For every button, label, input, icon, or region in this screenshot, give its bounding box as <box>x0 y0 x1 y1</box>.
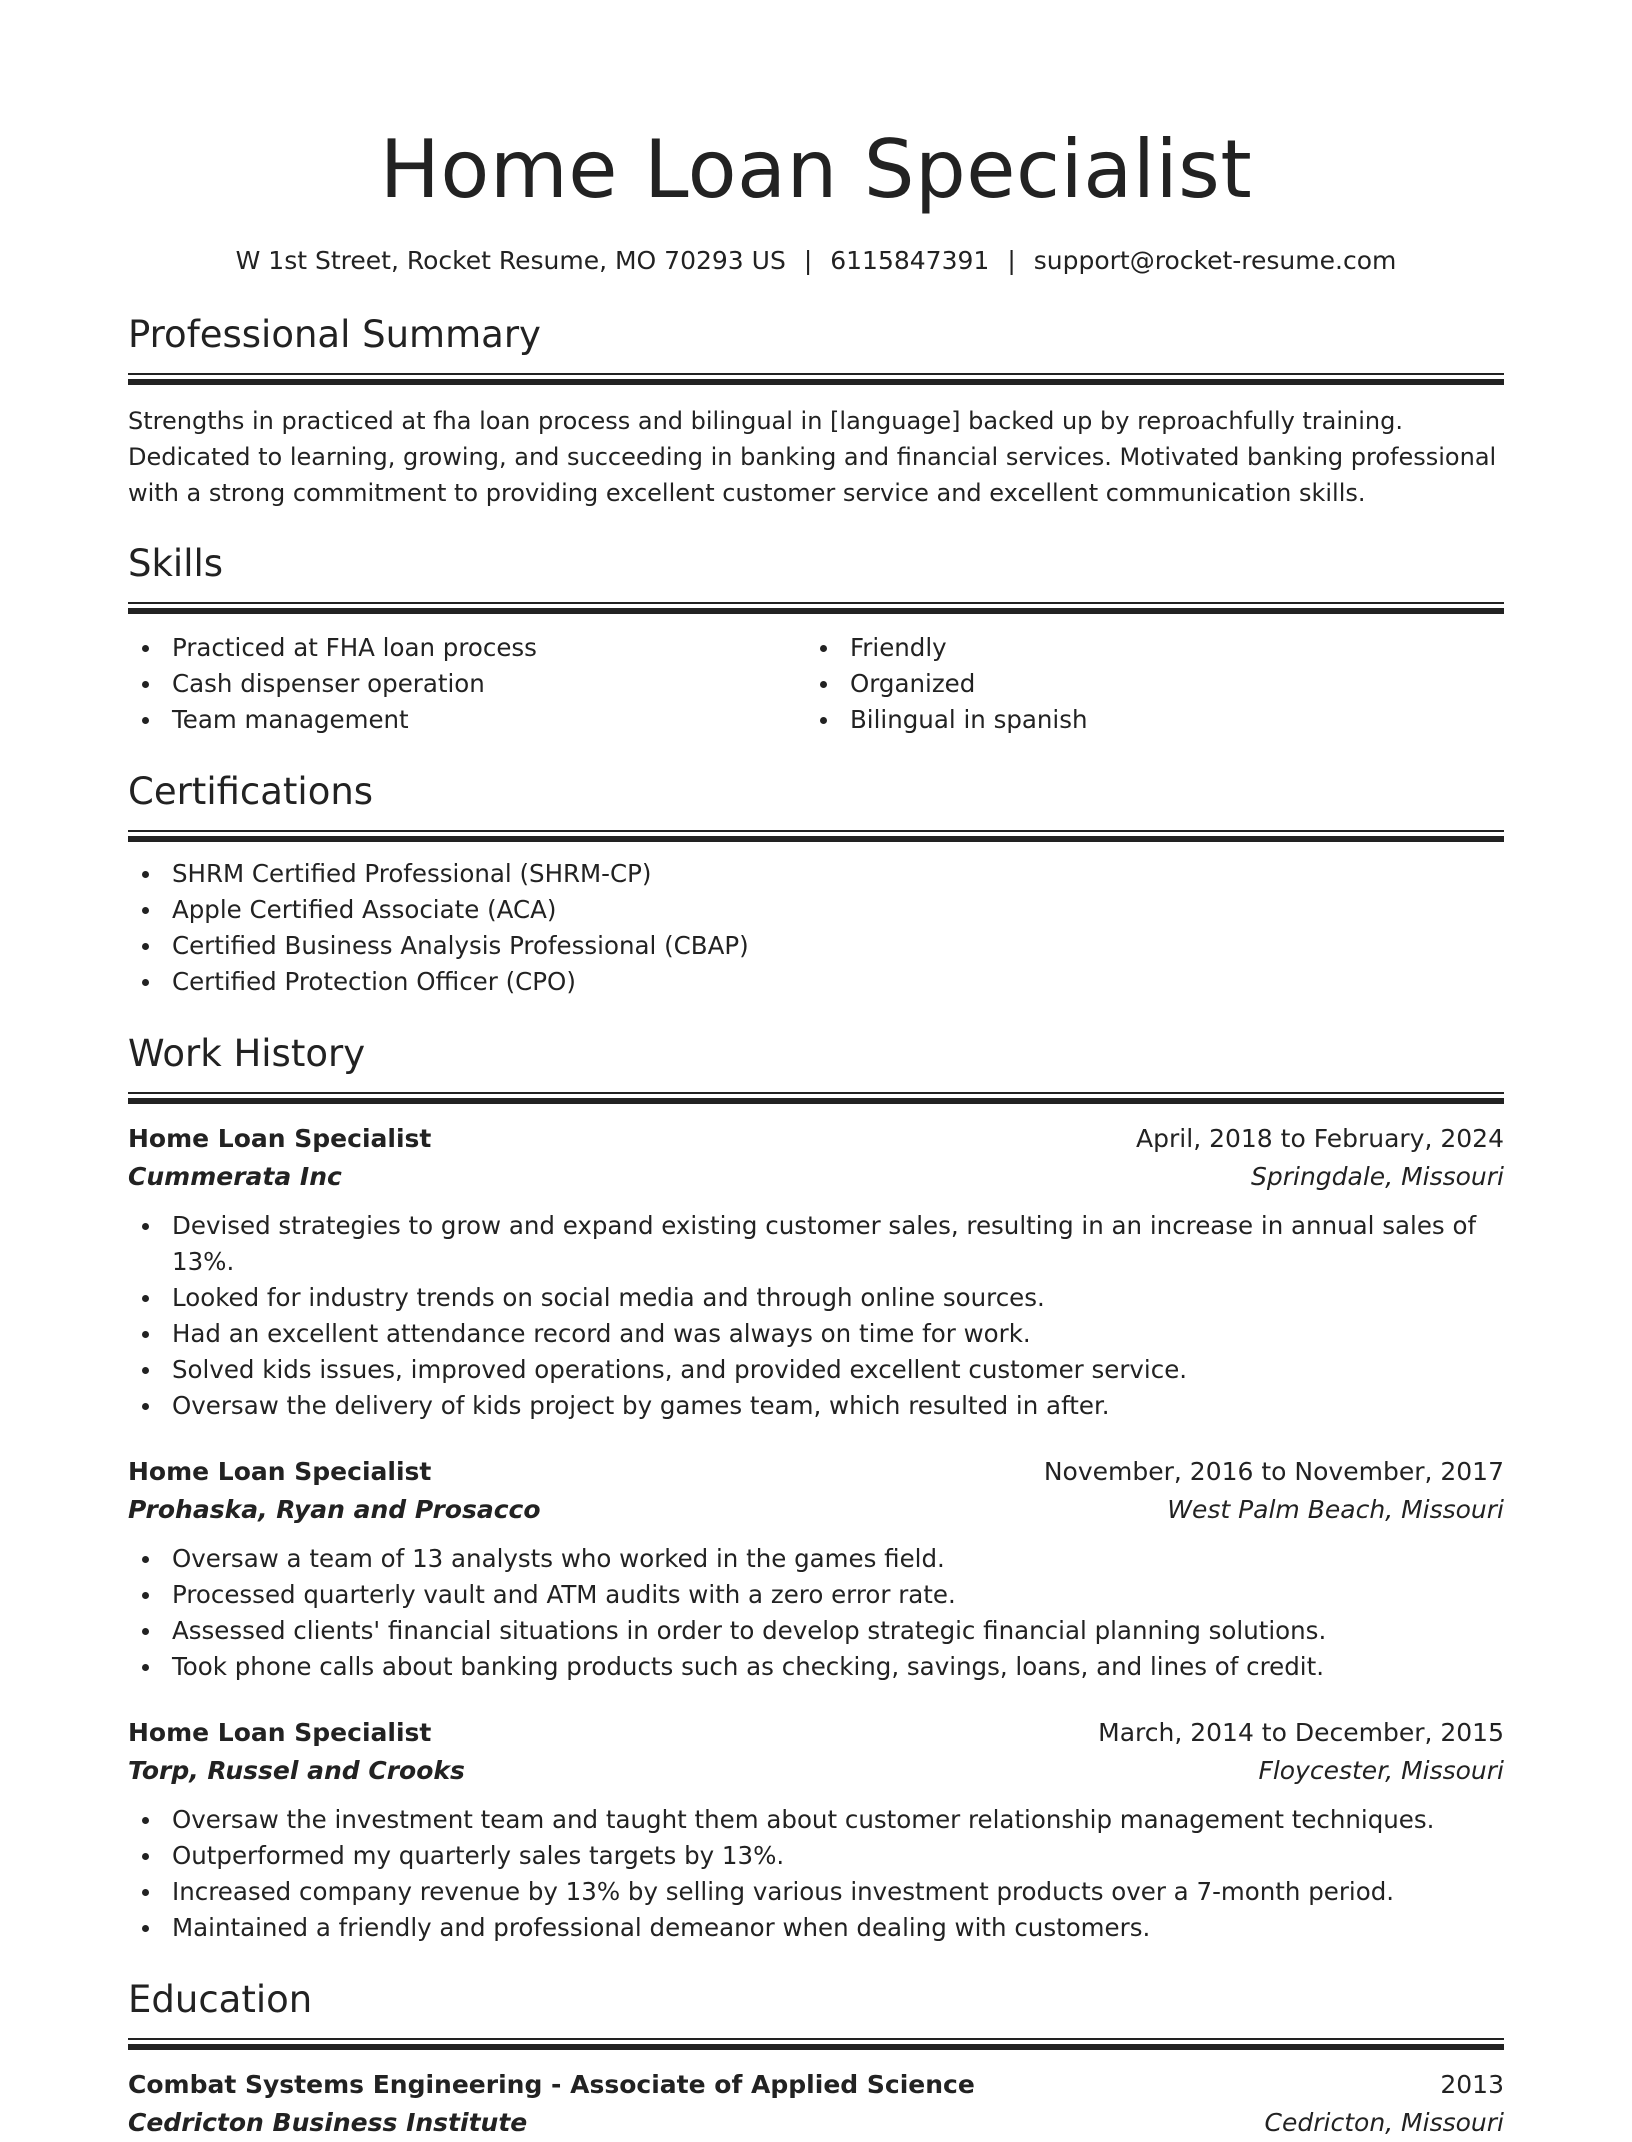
section-divider <box>128 830 1504 842</box>
job-bullet: Oversaw the delivery of kids project by games team, which resulted in after. <box>128 1388 1504 1424</box>
job-dates: April, 2018 to February, 2024 <box>1136 1124 1504 1153</box>
job-company: Cummerata Inc <box>128 1162 342 1191</box>
job-subheader <box>128 1158 1504 1196</box>
job-location: Springdale, Missouri <box>1250 1162 1504 1191</box>
job-entry <box>128 1453 1504 1685</box>
job-bullets <box>128 1208 1504 1424</box>
job-bullet: Looked for industry trends on social media and through online sources. <box>128 1280 1504 1316</box>
skills-grid <box>128 630 1504 738</box>
job-header <box>128 1714 1504 1752</box>
section-divider <box>128 1092 1504 1104</box>
job-title: Home Loan Specialist <box>128 1718 432 1747</box>
education-heading: Education <box>128 1978 313 2021</box>
job-header <box>128 1120 1504 1158</box>
skill-item: Friendly <box>806 630 1484 666</box>
section-divider <box>128 2038 1504 2050</box>
contact-phone: 6115847391 <box>830 246 990 275</box>
education-location: Cedricton, Missouri <box>1264 2108 1504 2137</box>
job-location: West Palm Beach, Missouri <box>1167 1495 1504 1524</box>
job-bullet: Oversaw a team of 13 analysts who worked in the games field. <box>128 1541 1504 1577</box>
job-header <box>128 1453 1504 1491</box>
resume-page <box>128 0 1504 2142</box>
contact-separator: | <box>803 246 813 275</box>
skills-list-right <box>806 630 1484 738</box>
certifications-heading: Certifications <box>128 770 374 813</box>
job-title: Home Loan Specialist <box>128 1124 432 1153</box>
job-company: Torp, Russel and Crooks <box>128 1756 465 1785</box>
summary-heading: Professional Summary <box>128 313 541 356</box>
job-bullets <box>128 1802 1504 1946</box>
summary-section <box>128 311 1504 511</box>
certification-item: Apple Certified Associate (ACA) <box>128 892 1504 928</box>
resume-name: Home Loan Specialist <box>379 123 1253 216</box>
job-bullet: Solved kids issues, improved operations, and provided excellent customer service. <box>128 1352 1504 1388</box>
job-title: Home Loan Specialist <box>128 1457 432 1486</box>
job-bullet: Processed quarterly vault and ATM audits with a zero error rate. <box>128 1577 1504 1613</box>
contact-email: support@rocket-resume.com <box>1033 246 1397 275</box>
job-dates: March, 2014 to December, 2015 <box>1098 1718 1504 1747</box>
work-section <box>128 1030 1504 1946</box>
education-subheader <box>128 2104 1504 2142</box>
contact-separator: | <box>1007 246 1016 275</box>
job-company: Prohaska, Ryan and Prosacco <box>128 1495 541 1524</box>
education-entry <box>128 2066 1504 2142</box>
certifications-list <box>128 856 1504 1000</box>
job-location: Floycester, Missouri <box>1258 1756 1504 1785</box>
education-degree: Combat Systems Engineering - Associate of Applied Science <box>128 2070 975 2099</box>
job-subheader <box>128 1752 1504 1790</box>
skill-item: Bilingual in spanish <box>806 702 1484 738</box>
work-heading: Work History <box>128 1032 366 1075</box>
job-bullet: Devised strategies to grow and expand existing customer sales, resulting in an increase in annual sales of 13%. <box>128 1208 1504 1280</box>
education-header <box>128 2066 1504 2104</box>
job-bullet: Had an excellent attendance record and was always on time for work. <box>128 1316 1504 1352</box>
job-dates: November, 2016 to November, 2017 <box>1043 1457 1504 1486</box>
skill-item: Organized <box>806 666 1484 702</box>
job-bullet: Took phone calls about banking products such as checking, savings, loans, and lines of credit. <box>128 1649 1504 1685</box>
education-school: Cedricton Business Institute <box>128 2108 528 2137</box>
skill-item: Cash dispenser operation <box>128 666 806 702</box>
job-bullet: Assessed clients' financial situations in order to develop strategic financial planning solutions. <box>128 1613 1504 1649</box>
education-year: 2013 <box>1440 2070 1504 2099</box>
job-bullet: Outperformed my quarterly sales targets by 13%. <box>128 1838 1504 1874</box>
skill-item: Team management <box>128 702 806 738</box>
contact-line <box>128 244 1504 278</box>
job-entry <box>128 1120 1504 1424</box>
skills-list-left <box>128 630 806 738</box>
education-section <box>128 1976 1504 2142</box>
certification-item: Certified Protection Officer (CPO) <box>128 964 1504 1000</box>
job-bullets <box>128 1541 1504 1685</box>
skill-item: Practiced at FHA loan process <box>128 630 806 666</box>
job-entry <box>128 1714 1504 1946</box>
job-bullet: Maintained a friendly and professional demeanor when dealing with customers. <box>128 1910 1504 1946</box>
section-divider <box>128 602 1504 614</box>
contact-address: W 1st Street, Rocket Resume, MO 70293 US <box>235 246 786 275</box>
job-bullet: Oversaw the investment team and taught them about customer relationship management techniques. <box>128 1802 1504 1838</box>
summary-text: Strengths in practiced at fha loan process and bilingual in [language] backed up by reproachfully training. Dedicated to learning, growing, and succeeding in banking and financial services. Motivated banking professional with a strong commitment to providing excellent customer service and excellent communication skills. <box>128 407 1497 507</box>
certification-item: Certified Business Analysis Professional (CBAP) <box>128 928 1504 964</box>
job-subheader <box>128 1491 1504 1529</box>
certification-item: SHRM Certified Professional (SHRM-CP) <box>128 856 1504 892</box>
job-bullet: Increased company revenue by 13% by selling various investment products over a 7-month period. <box>128 1874 1504 1910</box>
skills-heading: Skills <box>128 542 224 585</box>
section-divider <box>128 373 1504 385</box>
skills-section <box>128 540 1504 738</box>
certifications-section <box>128 768 1504 1000</box>
